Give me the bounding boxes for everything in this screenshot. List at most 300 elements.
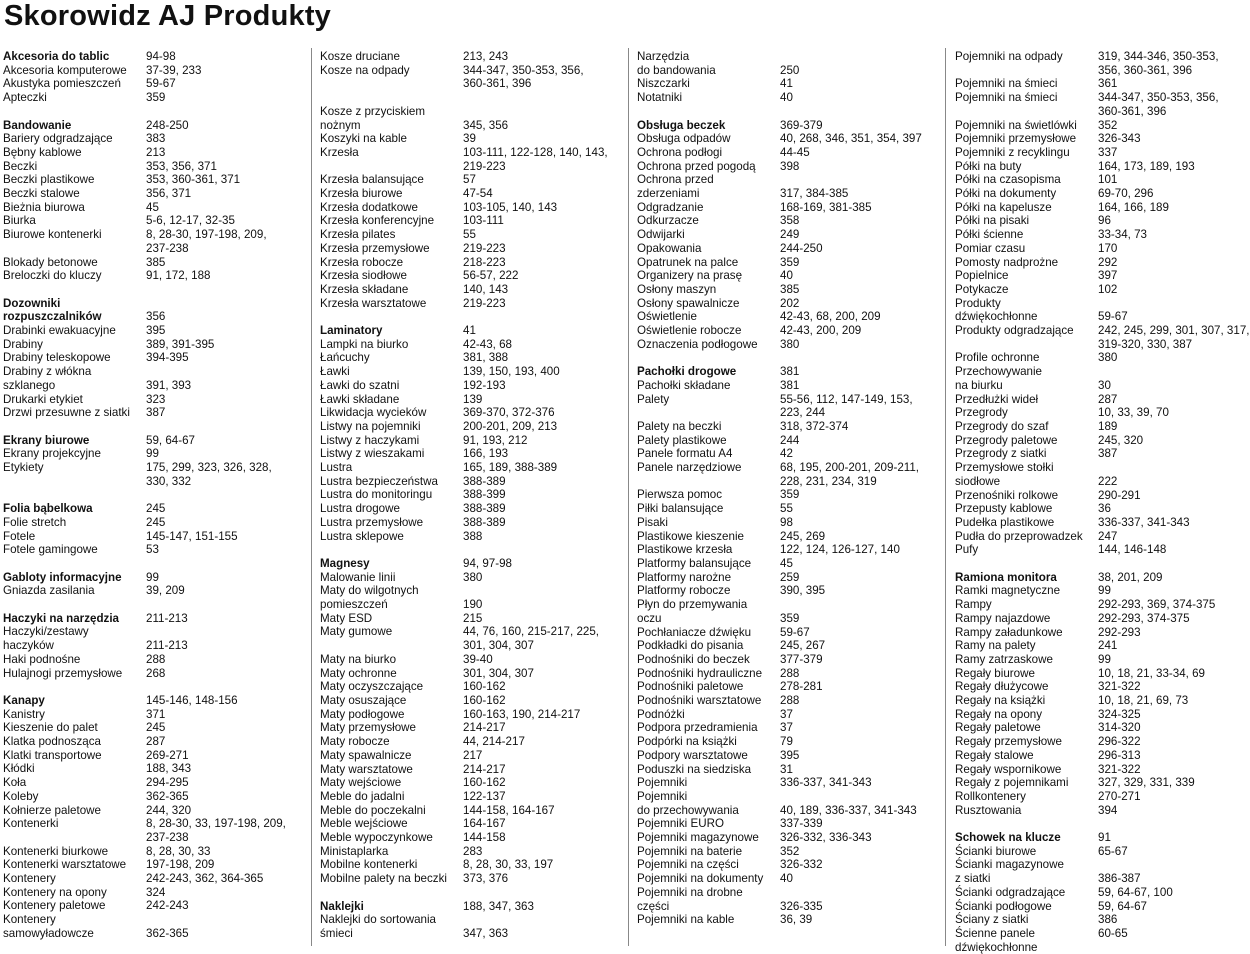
index-entry (955, 749, 1250, 763)
entry-pages: 200-201, 209, 213 (463, 419, 558, 433)
entry-term: Drzwi przesuwne z siatki (3, 406, 130, 420)
entry-pages: 283 (463, 844, 483, 858)
index-entry (320, 379, 620, 393)
entry-pages: 144-158, 164-167 (463, 803, 555, 817)
entry-pages: 395 (146, 324, 166, 338)
index-entry (320, 406, 620, 420)
index-entry (3, 173, 305, 187)
index-entry (320, 571, 620, 585)
entry-term: Pojemniki na baterie (637, 844, 743, 858)
index-entry (955, 228, 1250, 242)
entry-pages: 292-293, 369, 374-375 (1098, 598, 1216, 612)
entry-term: Przegrody do szaf (955, 419, 1049, 433)
index-entry (3, 804, 305, 818)
index-entry (320, 173, 620, 187)
entry-pages: 164-167 (463, 817, 506, 831)
index-entry (3, 913, 305, 940)
entry-pages: 362-365 (146, 926, 189, 940)
entry-pages: 44, 214-217 (463, 735, 525, 749)
entry-term: Folia bąbelkowa (3, 502, 93, 516)
entry-term: Maty na biurko (320, 652, 397, 666)
index-entry (955, 735, 1250, 749)
entry-pages: 8, 28, 30, 33 (146, 844, 211, 858)
section-gap (955, 817, 1250, 831)
entry-pages: 336-337, 341-343 (780, 776, 872, 790)
index-entry (955, 447, 1250, 461)
index-entry (320, 612, 620, 626)
entry-pages: 344-347, 350-353, 356, 360-361, 396 (1098, 91, 1219, 118)
entry-term: Półki na buty (955, 159, 1022, 173)
index-entry (320, 105, 620, 132)
index-entry (955, 626, 1250, 640)
index-entry (320, 146, 620, 173)
entry-term: Breloczki do kluczy (3, 269, 102, 283)
entry-pages: 397 (1098, 269, 1118, 283)
index-entry (320, 283, 620, 297)
entry-term: Pojemniki na śmieci (955, 91, 1058, 105)
entry-pages: 99 (1098, 652, 1111, 666)
entry-pages: 353, 356, 371 (146, 159, 217, 173)
index-entry (637, 242, 937, 256)
entry-pages: 139, 150, 193, 400 (463, 365, 560, 379)
entry-term: Folie stretch (3, 515, 67, 529)
entry-term: Haczyki na narzędzia (3, 611, 119, 625)
index-entry (955, 77, 1250, 91)
entry-term: Klatka podnosząca (3, 735, 101, 749)
entry-pages: 245, 269 (780, 529, 826, 543)
entry-pages: 8, 28, 30, 33, 197 (463, 858, 554, 872)
entry-term: Pochłaniacze dźwięku (637, 625, 752, 639)
entry-pages: 373, 376 (463, 872, 509, 886)
entry-term: Ramiona monitora (955, 570, 1057, 584)
section-gap (3, 420, 305, 434)
index-column-1 (3, 50, 305, 941)
entry-term: Podnośniki paletowe (637, 680, 744, 694)
index-entry (955, 269, 1250, 283)
entry-pages: 391, 393 (146, 378, 192, 392)
index-entry (3, 899, 305, 913)
entry-term: Drabiny (3, 337, 43, 351)
entry-pages: 10, 18, 21, 33-34, 69 (1098, 666, 1206, 680)
entry-term: Regały na książki (955, 694, 1046, 708)
entry-pages: 103-111, 122-128, 140, 143, 219-223 (463, 145, 608, 173)
index-entry (3, 749, 305, 763)
entry-pages: 353, 360-361, 371 (146, 173, 241, 187)
index-entry (637, 461, 937, 488)
entry-term: Bieżnia biurowa (3, 200, 85, 214)
index-entry (637, 694, 937, 708)
entry-pages: 358 (780, 214, 800, 228)
entry-term: Pomosty nadprożne (955, 255, 1059, 269)
entry-pages: 324 (146, 885, 166, 899)
entry-pages: 139 (463, 392, 483, 406)
index-entry (955, 173, 1250, 187)
entry-term: Pojemniki z recyklingu (955, 145, 1070, 159)
entry-pages: 359 (146, 91, 166, 105)
index-entry (3, 214, 305, 228)
entry-term: Drabiny teleskopowe (3, 351, 111, 365)
entry-pages: 59-67 (780, 625, 810, 639)
index-section-heading (320, 900, 620, 914)
entry-term: Krzesła pilates (320, 228, 396, 242)
entry-pages: 41 (780, 77, 793, 91)
entry-term: Akcesoria do tablic (3, 50, 110, 63)
entry-pages: 381, 388 (463, 351, 509, 365)
entry-term: Listwy z wieszakami (320, 447, 425, 461)
entry-term: Plastikowe kieszenie (637, 529, 744, 543)
index-entry (3, 653, 305, 667)
entry-pages: 327, 329, 331, 339 (1098, 776, 1195, 790)
entry-term: Profile ochronne (955, 351, 1040, 365)
entry-term: Beczki plastikowe (3, 173, 95, 187)
index-entry (320, 584, 620, 611)
index-entry (3, 77, 305, 91)
entry-pages: 278-281 (780, 680, 823, 694)
entry-pages: 37 (780, 707, 793, 721)
entry-pages: 55 (463, 228, 476, 242)
entry-term: Półki na kapelusze (955, 200, 1052, 214)
entry-term: Maty przemysłowe (320, 721, 416, 735)
index-entry (320, 50, 620, 64)
section-gap (3, 680, 305, 694)
entry-pages: 214-217 (463, 762, 506, 776)
entry-pages: 55-56, 112, 147-149, 153, 223, 244 (780, 392, 913, 420)
entry-pages: 53 (146, 543, 159, 557)
index-entry (3, 708, 305, 722)
index-entry (3, 256, 305, 270)
entry-pages: 8, 28-30, 197-198, 209, 237-238 (146, 228, 267, 255)
index-entry (637, 297, 937, 311)
entry-term: Krzesła składane (320, 282, 409, 296)
entry-pages: 40 (780, 91, 793, 105)
index-entry (3, 886, 305, 900)
entry-pages: 388-389 (463, 515, 506, 529)
index-entry (637, 831, 937, 845)
index-section-heading (955, 571, 1250, 585)
entry-term: Ławki składane (320, 392, 400, 406)
index-entry (320, 365, 620, 379)
entry-pages: 5-6, 12-17, 32-35 (146, 214, 235, 228)
entry-term: Maty podłogowe (320, 707, 405, 721)
index-entry (3, 447, 305, 461)
index-entry (955, 543, 1250, 557)
entry-pages: 166, 193 (463, 447, 509, 461)
index-entry (955, 420, 1250, 434)
entry-pages: 98 (780, 515, 793, 529)
index-entry (955, 201, 1250, 215)
entry-term: Krzesła balansujące (320, 173, 424, 187)
index-entry (955, 91, 1250, 118)
entry-term: Odwijarki (637, 228, 685, 242)
entry-term: Podnóżki (637, 707, 685, 721)
entry-pages: 352 (780, 844, 800, 858)
entry-pages: 99 (146, 570, 159, 584)
entry-term: Gabloty informacyjne (3, 570, 122, 584)
entry-pages: 326-335 (780, 899, 823, 913)
entry-term: Naklejki do sortowania śmieci (320, 913, 436, 940)
entry-pages: 192-193 (463, 378, 506, 392)
entry-pages: 386-387 (1098, 872, 1141, 886)
index-entry (320, 845, 620, 859)
index-entry (320, 338, 620, 352)
section-gap (320, 91, 620, 105)
entry-pages: 244-250 (780, 241, 823, 255)
entry-term: Podpory warsztatowe (637, 748, 748, 762)
index-entry (955, 406, 1250, 420)
index-entry (637, 516, 937, 530)
entry-pages: 218-223 (463, 255, 506, 269)
index-entry (637, 77, 937, 91)
entry-pages: 56-57, 222 (463, 269, 519, 283)
index-entry (320, 132, 620, 146)
entry-pages: 160-162 (463, 776, 506, 790)
index-entry (320, 242, 620, 256)
entry-term: Kłódki (3, 762, 35, 776)
entry-pages: 288 (146, 652, 166, 666)
entry-pages: 190 (463, 598, 483, 612)
index-section-heading (637, 365, 937, 379)
entry-term: Niszczarki (637, 77, 690, 91)
entry-pages: 337 (1098, 145, 1118, 159)
entry-term: Listwy na pojemniki (320, 419, 421, 433)
entry-pages: 103-111 (463, 214, 504, 228)
entry-pages: 170 (1098, 241, 1118, 255)
entry-pages: 245, 320 (1098, 433, 1144, 447)
index-entry (320, 201, 620, 215)
index-entry (637, 420, 937, 434)
entry-term: Malowanie linii (320, 570, 396, 584)
entry-term: Dozowniki rozpuszczalników (3, 296, 102, 324)
entry-pages: 377-379 (780, 652, 823, 666)
entry-pages: 380 (1098, 351, 1118, 365)
index-entry (637, 886, 937, 913)
entry-term: Rampy (955, 598, 992, 612)
entry-term: Regały biurowe (955, 666, 1035, 680)
index-entry (955, 776, 1250, 790)
entry-term: Ścianki podłogowe (955, 899, 1052, 913)
entry-term: Obsługa odpadów (637, 132, 731, 146)
entry-pages: 37 (780, 721, 793, 735)
entry-pages: 301, 304, 307 (463, 666, 534, 680)
index-entry (637, 598, 937, 625)
index-entry (637, 763, 937, 777)
entry-term: Osłony spawalnicze (637, 296, 740, 310)
entry-term: Regały na opony (955, 707, 1043, 721)
entry-term: Magnesy (320, 556, 370, 570)
entry-term: Maty wejściowe (320, 776, 402, 790)
entry-term: Pisaki (637, 515, 668, 529)
entry-pages: 145-146, 148-156 (146, 693, 238, 707)
index-entry (637, 338, 937, 352)
index-entry (3, 762, 305, 776)
index-entry (320, 393, 620, 407)
entry-term: Pojemniki na świetlówki (955, 118, 1077, 132)
entry-pages: 164, 173, 189, 193 (1098, 159, 1195, 173)
index-entry (637, 447, 937, 461)
index-entry (320, 516, 620, 530)
index-entry (955, 804, 1250, 818)
index-entry (320, 297, 620, 311)
index-section-heading (320, 557, 620, 571)
entry-term: Ścienne panele dźwiękochłonne (955, 926, 1038, 954)
entry-pages: 390, 395 (780, 584, 826, 598)
entry-term: Przegrody (955, 406, 1008, 420)
entry-term: Opakowania (637, 241, 702, 255)
entry-term: Pojemniki na odpady (955, 50, 1063, 63)
entry-term: Maty ESD (320, 611, 373, 625)
entry-term: Drabinki ewakuacyjne (3, 324, 116, 338)
index-entry (637, 584, 937, 598)
entry-term: Produkty dźwiękochłonne (955, 296, 1038, 324)
entry-pages: 57 (463, 173, 476, 187)
entry-term: Listwy z haczykami (320, 433, 420, 447)
index-entry (637, 173, 937, 200)
index-section-heading (3, 612, 305, 626)
entry-pages: 323 (146, 392, 166, 406)
entry-pages: 361 (1098, 77, 1118, 91)
entry-term: Pierwsza pomoc (637, 488, 723, 502)
index-section-heading (637, 119, 937, 133)
index-entry (637, 132, 937, 146)
entry-pages: 324-325 (1098, 707, 1141, 721)
entry-term: Laminatory (320, 324, 383, 338)
entry-term: Pachołki drogowe (637, 365, 737, 379)
index-entry (3, 351, 305, 365)
index-entry (3, 338, 305, 352)
entry-pages: 385 (146, 255, 166, 269)
index-entry (955, 680, 1250, 694)
index-entry (955, 900, 1250, 914)
index-entry (320, 790, 620, 804)
index-entry (637, 571, 937, 585)
entry-pages: 245, 267 (780, 639, 826, 653)
entry-term: Kosze z przyciskiem nożnym (320, 104, 426, 132)
index-entry (320, 256, 620, 270)
index-entry (637, 913, 937, 927)
entry-pages: 356 (146, 310, 166, 324)
index-entry (320, 625, 620, 652)
entry-pages: 292-293 (1098, 625, 1141, 639)
entry-term: Ścianki biurowe (955, 844, 1037, 858)
index-entry (955, 639, 1250, 653)
index-entry (3, 187, 305, 201)
entry-term: Opatrunek na palce (637, 255, 739, 269)
index-entry (637, 557, 937, 571)
entry-pages: 175, 299, 323, 326, 328, 330, 332 (146, 461, 272, 488)
index-column-4 (955, 50, 1250, 954)
index-entry (637, 91, 937, 105)
entry-pages: 96 (1098, 214, 1111, 228)
entry-term: Mobilne kontenerki (320, 858, 418, 872)
entry-term: Ramy zatrzaskowe (955, 652, 1053, 666)
entry-pages: 60-65 (1098, 926, 1128, 940)
index-entry (637, 639, 937, 653)
entry-term: Przedłużki wideł (955, 392, 1039, 406)
index-entry (320, 817, 620, 831)
index-entry (3, 393, 305, 407)
entry-term: Meble do poczekalni (320, 803, 426, 817)
entry-term: Pojemniki na kable (637, 913, 735, 927)
index-entry (637, 283, 937, 297)
entry-pages: 65-67 (1098, 844, 1128, 858)
entry-pages: 165, 189, 388-389 (463, 461, 558, 475)
entry-term: Beczki stalowe (3, 187, 80, 201)
entry-term: Potykacze (955, 282, 1009, 296)
entry-pages: 388-389 (463, 502, 506, 516)
entry-term: Organizery na prasę (637, 269, 743, 283)
index-section-heading (3, 297, 305, 324)
index-entry (320, 447, 620, 461)
entry-pages: 398 (780, 159, 800, 173)
index-entry (955, 913, 1250, 927)
entry-pages: 290-291 (1098, 488, 1141, 502)
index-entry (955, 461, 1250, 488)
entry-term: Pojemniki (637, 776, 688, 790)
index-entry (3, 872, 305, 886)
entry-pages: 40 (780, 872, 793, 886)
index-entry (955, 845, 1250, 859)
entry-pages: 395 (780, 748, 800, 762)
entry-term: Pojemniki magazynowe (637, 831, 759, 845)
entry-pages: 336-337, 341-343 (1098, 515, 1190, 529)
section-gap (3, 488, 305, 502)
entry-pages: 45 (146, 200, 159, 214)
index-entry (955, 858, 1250, 885)
entry-pages: 359 (780, 611, 800, 625)
entry-pages: 362-365 (146, 789, 189, 803)
index-entry (320, 475, 620, 489)
entry-term: Oznaczenia podłogowe (637, 337, 758, 351)
entry-term: Palety plastikowe (637, 433, 727, 447)
index-entry (637, 858, 937, 872)
entry-term: Przepusty kablowe (955, 502, 1053, 516)
entry-term: Pomiar czasu (955, 241, 1026, 255)
entry-term: Pojemniki na śmieci (955, 77, 1058, 91)
entry-term: Pojemniki na dokumenty (637, 872, 764, 886)
entry-term: Krzesła robocze (320, 255, 404, 269)
index-entry (3, 64, 305, 78)
index-entry (3, 584, 305, 598)
entry-pages: 164, 166, 189 (1098, 200, 1169, 214)
entry-term: Drukarki etykiet (3, 392, 83, 406)
entry-term: Lustra przemysłowe (320, 515, 424, 529)
entry-term: Rampy najazdowe (955, 611, 1051, 625)
section-gap (3, 105, 305, 119)
entry-pages: 188, 347, 363 (463, 899, 534, 913)
entry-pages: 44, 76, 160, 215-217, 225, 301, 304, 307 (463, 625, 600, 653)
column-divider (628, 48, 629, 946)
index-entry (320, 653, 620, 667)
entry-term: Oświetlenie robocze (637, 324, 742, 338)
entry-pages: 369-370, 372-376 (463, 406, 555, 420)
index-entry (637, 502, 937, 516)
entry-pages: 219-223 (463, 241, 506, 255)
entry-pages: 326-343 (1098, 132, 1141, 146)
index-entry (955, 119, 1250, 133)
entry-pages: 359 (780, 255, 800, 269)
entry-pages: 59-67 (146, 77, 176, 91)
entry-pages: 145-147, 151-155 (146, 529, 238, 543)
index-entry (320, 64, 620, 91)
entry-pages: 337-339 (780, 817, 823, 831)
entry-term: Meble wypoczynkowe (320, 831, 433, 845)
index-entry (3, 530, 305, 544)
entry-term: Bariery odgradzające (3, 132, 113, 146)
entry-pages: 321-322 (1098, 762, 1141, 776)
entry-pages: 211-213 (146, 639, 188, 653)
index-entry (955, 242, 1250, 256)
index-entry (320, 434, 620, 448)
